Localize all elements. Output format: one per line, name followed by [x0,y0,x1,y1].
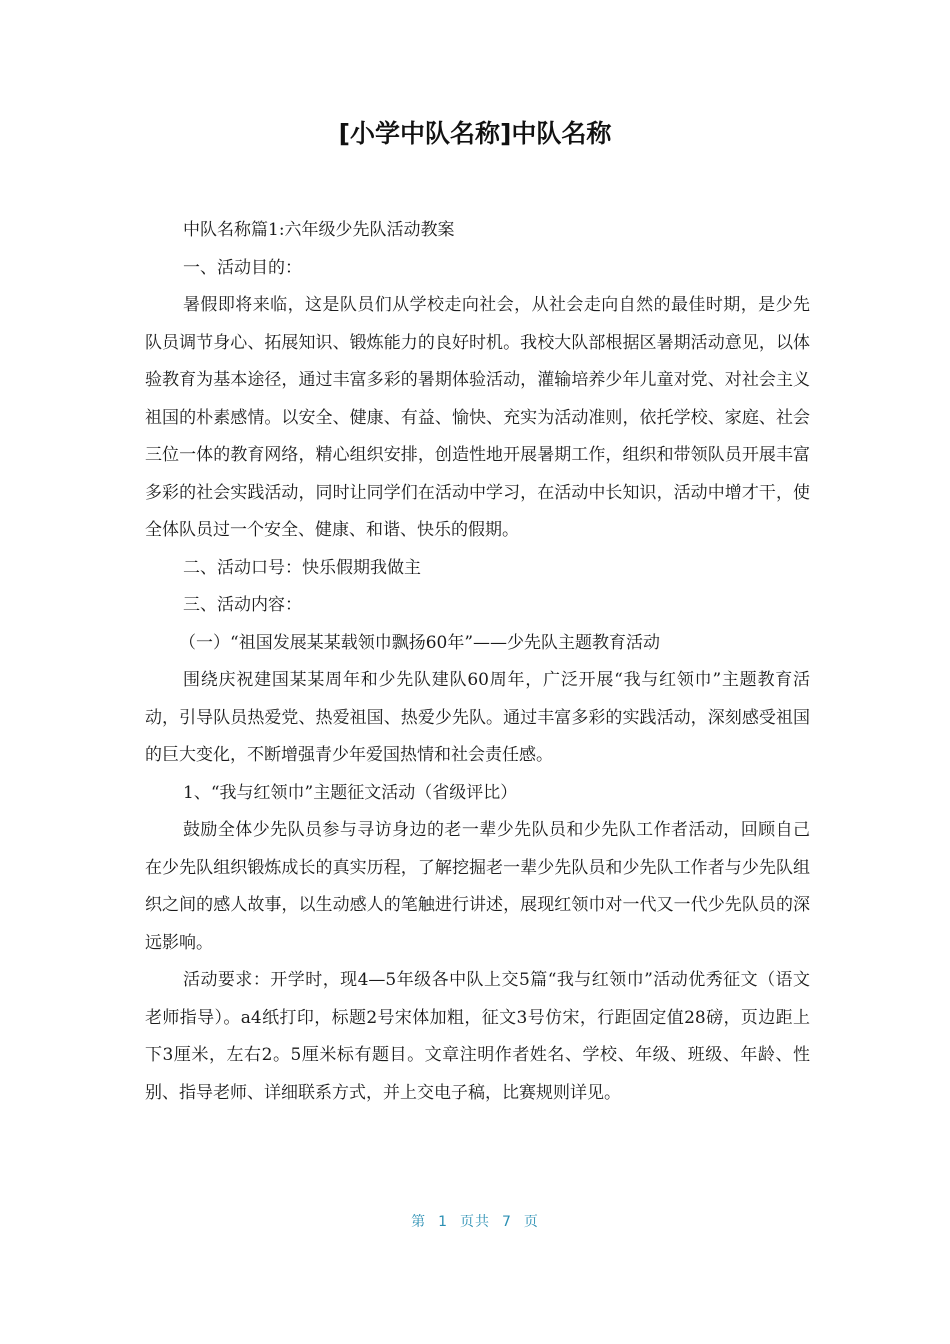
paragraph-activity-purpose-heading: 一、活动目的： [183,257,302,278]
footer-current-page: 1 [438,1214,448,1230]
paragraph-section-heading: 中队名称篇1:六年级少先队活动教案 [183,220,455,240]
paragraph-subsection-1-body: 围绕庆祝建国某某周年和少先队建队60周年，广泛开展“我与红领巾”主题教育活动，引导队员热爱党、热爱祖国、热爱少先队。通过丰富多彩的实践活动，深刻感受祖国的巨大变化，不断增强青少年爱国热情和社会责任感。 [145,670,810,765]
document-title: [小学中队名称]中队名称 [338,119,612,148]
paragraph-activity-content-heading: 三、活动内容： [183,595,302,615]
paragraph-essay-activity-body: 鼓励全体少先队员参与寻访身边的老一辈少先队员和少先队工作者活动，回顾自己在少先队组织锻炼成长的真实历程，了解挖掘老一辈少先队员和少先队工作者与少先队组织之间的感人故事，以生动感人的笔触进行讲述，展现红领巾对一代又一代少先队员的深远影响。 [145,820,810,953]
footer-prefix: 第 [411,1214,427,1230]
paragraph-essay-activity-heading: 1、“我与红领巾”主题征文活动（省级评比） [183,782,518,803]
footer-suffix: 页 [523,1214,539,1230]
paragraph-activity-slogan: 二、活动口号：快乐假期我做主 [183,557,421,578]
paragraph-activity-purpose: 暑假即将来临，这是队员们从学校走向社会，从社会走向自然的最佳时期，是少先队员调节身心、拓展知识、锻炼能力的良好时机。我校大队部根据区暑期活动意见，以体验教育为基本途径，通过丰富多彩的暑期体验活动，灌输培养少年儿童对党、对社会主义祖国的朴素感情。以安全、健康、有益、愉快、充实为活动准则，依托学校、家庭、社会三位一体的教育网络，精心组织安排，创造性地开展暑期工作，组织和带领队员开展丰富多彩的社会实践活动，同时让同学们在活动中学习，在活动中长知识，活动中增才干，使全体队员过一个安全、健康、和谐、快乐的假期。 [145,295,810,540]
footer-middle: 页共 [460,1214,490,1230]
document-body [145,212,810,1112]
footer-total-pages: 7 [502,1214,512,1230]
paragraph-subsection-1-heading: （一）“祖国发展某某载领巾飘扬60年”——少先队主题教育活动 [179,632,661,653]
page-footer [0,1212,950,1232]
paragraph-activity-requirements: 活动要求：开学时，现4—5年级各中队上交5篇“我与红领巾”活动优秀征文（语文老师指导）。a4纸打印，标题2号宋体加粗，征文3号仿宋，行距固定值28磅，页边距上下3厘米，左右2。5厘米标有题目。文章注明作者姓名、学校、年级、班级、年龄、性别、指导老师、详细联系方式，并上交电子稿，比赛规则详见。 [145,970,811,1103]
